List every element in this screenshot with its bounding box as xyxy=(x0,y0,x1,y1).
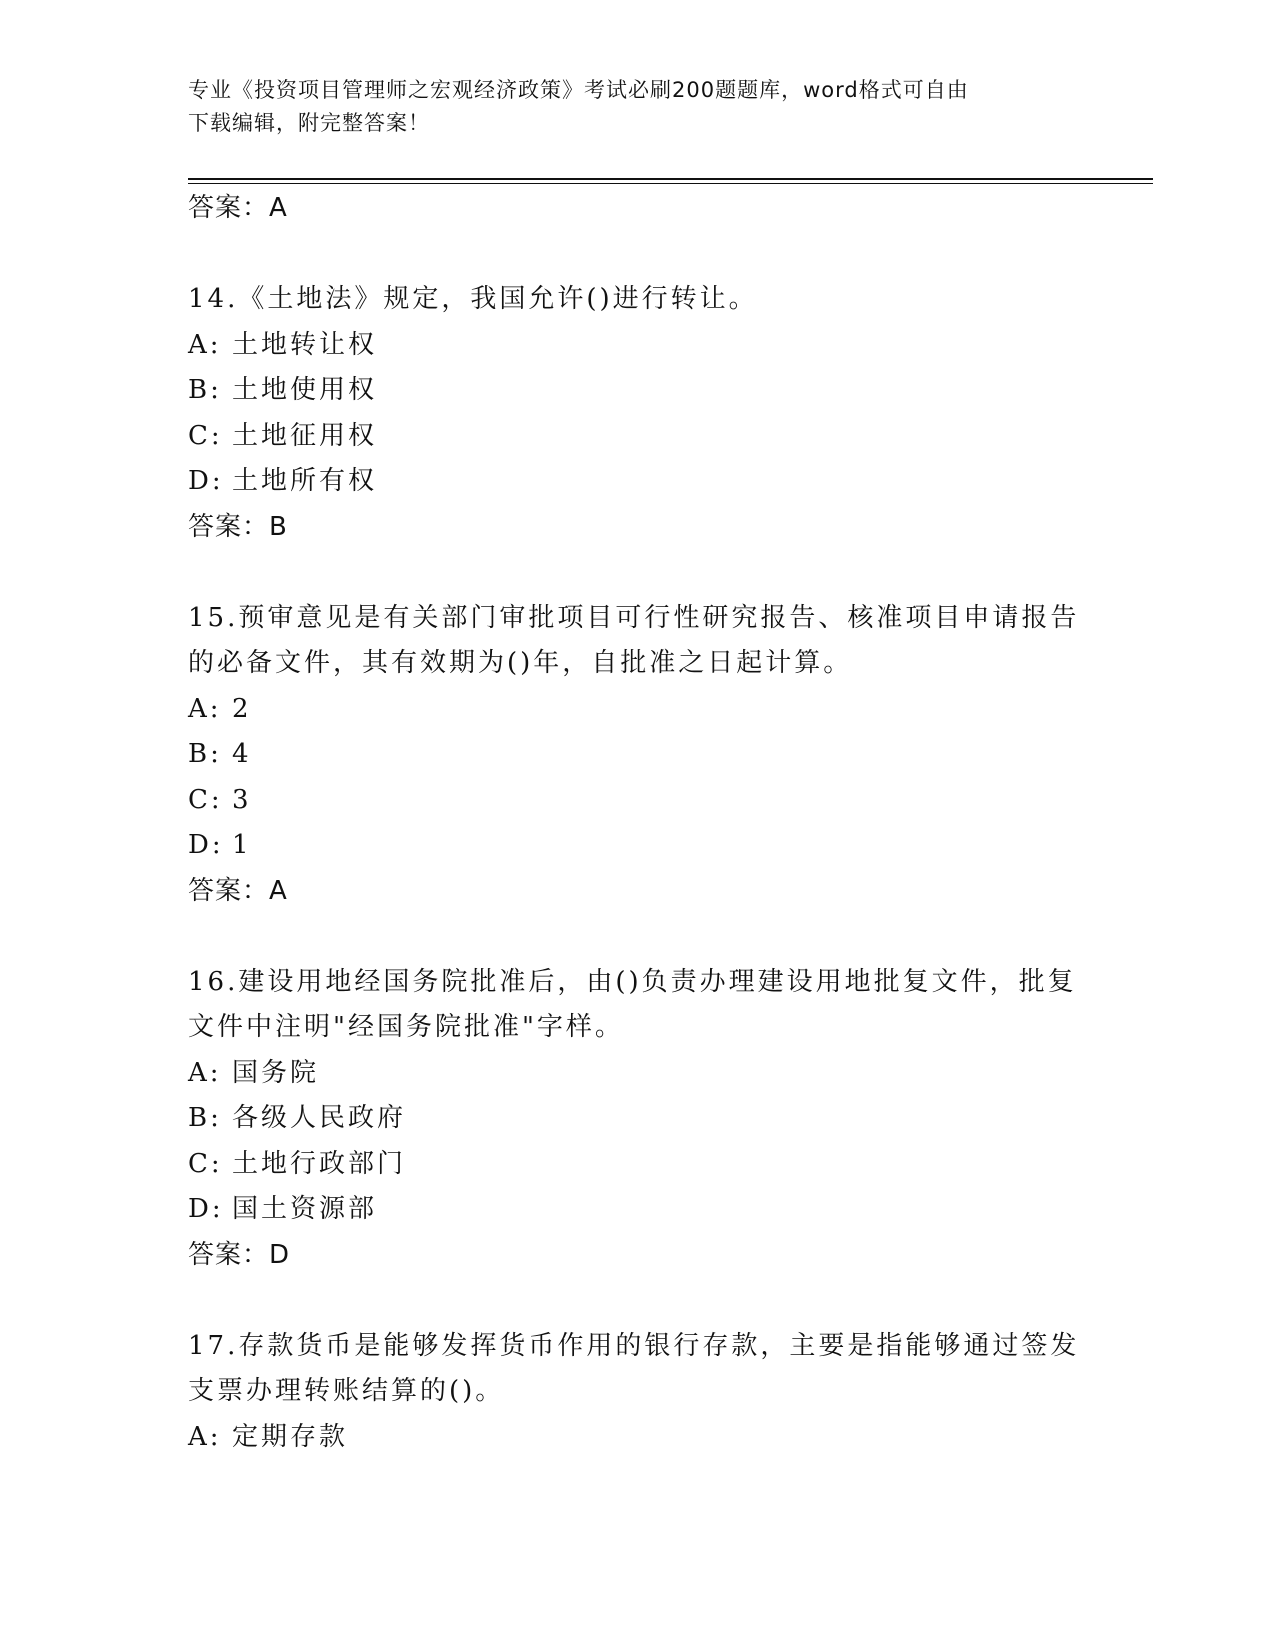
option-a xyxy=(188,1051,1088,1097)
option-label: C: xyxy=(188,1148,223,1179)
option-label: A: xyxy=(188,329,222,360)
option-label: A: xyxy=(188,1057,222,1088)
question-stem: 17.存款货币是能够发挥货币作用的银行存款，主要是指能够通过签发 xyxy=(188,1330,1080,1361)
option-c xyxy=(188,778,1088,824)
questions-content xyxy=(188,186,1088,1460)
question-14 xyxy=(188,277,1088,550)
option-label: C: xyxy=(188,420,223,451)
option-text: 4 xyxy=(232,739,252,769)
previous-answer: 答案：A xyxy=(188,193,288,223)
option-b xyxy=(188,368,1088,414)
question-stem: 15.预审意见是有关部门审批项目可行性研究报告、核准项目申请报告 xyxy=(188,602,1080,633)
option-text: 土地转让权 xyxy=(232,329,378,360)
question-16 xyxy=(188,960,1088,1279)
option-label: D: xyxy=(188,1194,224,1224)
question-stem: 支票办理转账结算的()。 xyxy=(188,1376,505,1406)
option-text: 土地所有权 xyxy=(232,466,378,496)
question-stem: 的必备文件，其有效期为()年，自批准之日起计算。 xyxy=(188,648,853,678)
document-header xyxy=(188,74,1068,140)
answer: 答案：A xyxy=(188,875,288,906)
option-text: 国土资源部 xyxy=(232,1194,378,1224)
option-label: D: xyxy=(188,466,224,496)
header-divider-thick xyxy=(188,178,1153,180)
option-text: 3 xyxy=(232,784,252,815)
option-label: A: xyxy=(188,1421,222,1452)
option-c xyxy=(188,414,1088,460)
spacer xyxy=(188,914,1088,960)
option-text: 土地征用权 xyxy=(232,420,378,451)
option-text: 各级人民政府 xyxy=(232,1103,407,1133)
option-text: 1 xyxy=(232,830,252,860)
header-line-1: 专业《投资项目管理师之宏观经济政策》考试必刷200题题库，word格式可自由 xyxy=(188,78,969,102)
option-b xyxy=(188,732,1088,778)
option-d xyxy=(188,1187,1088,1233)
option-d xyxy=(188,459,1088,505)
option-text: 2 xyxy=(232,693,252,724)
spacer xyxy=(188,1278,1088,1324)
option-label: B: xyxy=(188,375,222,405)
option-a xyxy=(188,687,1088,733)
answer: 答案：D xyxy=(188,1239,291,1270)
header-line-2: 下载编辑，附完整答案！ xyxy=(188,111,430,135)
option-d xyxy=(188,823,1088,869)
spacer xyxy=(188,232,1088,278)
option-label: D: xyxy=(188,830,224,860)
question-stem: 16.建设用地经国务院批准后，由()负责办理建设用地批复文件，批复 xyxy=(188,966,1077,997)
question-stem: 文件中注明"经国务院批准"字样。 xyxy=(188,1012,624,1042)
question-15 xyxy=(188,596,1088,915)
spacer xyxy=(188,550,1088,596)
header-divider-thin xyxy=(188,183,1153,184)
option-label: B: xyxy=(188,739,222,769)
question-stem: 14.《土地法》规定，我国允许()进行转让。 xyxy=(188,284,758,314)
option-text: 土地行政部门 xyxy=(232,1148,407,1179)
option-label: B: xyxy=(188,1103,222,1133)
answer: 答案：B xyxy=(188,511,288,542)
option-label: A: xyxy=(188,693,222,724)
question-17 xyxy=(188,1324,1088,1461)
option-c xyxy=(188,1142,1088,1188)
option-a xyxy=(188,323,1088,369)
option-text: 国务院 xyxy=(232,1057,320,1088)
option-text: 定期存款 xyxy=(232,1421,349,1452)
option-b xyxy=(188,1096,1088,1142)
option-a xyxy=(188,1415,1088,1461)
option-label: C: xyxy=(188,784,223,815)
option-text: 土地使用权 xyxy=(232,375,378,405)
